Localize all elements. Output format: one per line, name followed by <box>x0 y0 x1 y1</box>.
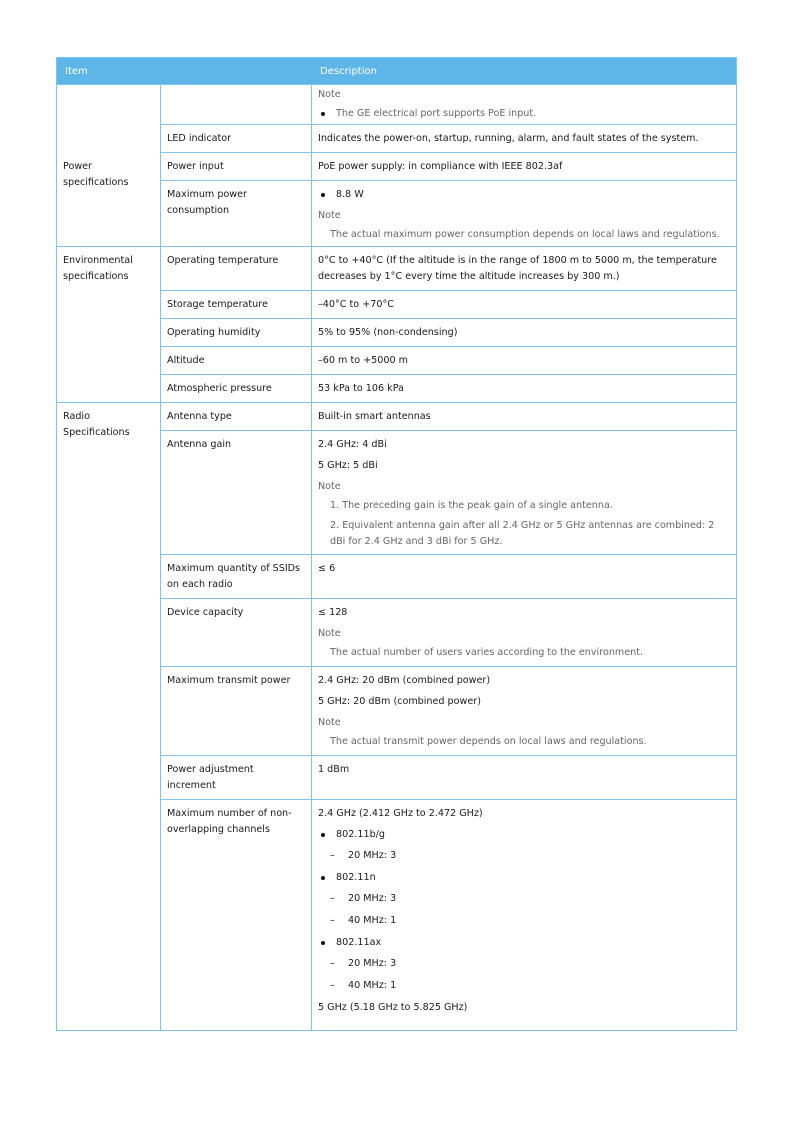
desc-altitude: –60 m to +5000 m <box>311 347 737 375</box>
group-power: Power specifications <box>56 153 160 247</box>
desc-power-adj: 1 dBm <box>311 756 737 800</box>
gain-5: 5 GHz: 5 dBi <box>318 460 378 471</box>
sub-humidity: Operating humidity <box>160 319 311 347</box>
band-5: 5 GHz (5.18 GHz to 5.825 GHz) <box>318 1002 468 1013</box>
sub-max-power: Maximum power consumption <box>160 181 311 247</box>
group-radio: Radio Specifications <box>56 403 160 1031</box>
sub-storage: Storage temperature <box>160 291 311 319</box>
note-text-1: 1. The preceding gain is the peak gain of a single antenna. <box>330 500 613 511</box>
sub-ssids: Maximum quantity of SSIDs on each radio <box>160 555 311 599</box>
desc-channels <box>311 800 737 1031</box>
note-label: Note <box>318 481 341 492</box>
mode-bullet: 802.11ax <box>318 935 730 951</box>
desc-led: Indicates the power-on, startup, running, alarm, and fault states of the system. <box>311 125 737 153</box>
sub-pressure: Atmospheric pressure <box>160 375 311 403</box>
note-text-2: 2. Equivalent antenna gain after all 2.4 GHz or 5 GHz antennas are combined: 2 dBi for 2.4 GHz and 3 dBi for 5 GHz. <box>330 520 715 547</box>
sub-power-adj: Power adjustment increment <box>160 756 311 800</box>
gain-24: 2.4 GHz: 4 dBi <box>318 439 387 450</box>
desc-ge-note <box>311 85 737 125</box>
desc-antenna-type: Built-in smart antennas <box>311 403 737 431</box>
channel-dash: – 20 MHz: 3 <box>318 956 730 972</box>
desc-storage: –40°C to +70°C <box>311 291 737 319</box>
channel-dash: – 20 MHz: 3 <box>318 891 730 907</box>
sub-altitude: Altitude <box>160 347 311 375</box>
note-text: The actual number of users varies according to the environment. <box>330 647 644 658</box>
sub-antenna-type: Antenna type <box>160 403 311 431</box>
note-label: Note <box>318 89 341 100</box>
desc-ssids: ≤ 6 <box>311 555 737 599</box>
tx-24: 2.4 GHz: 20 dBm (combined power) <box>318 675 491 686</box>
header-item: Item <box>65 66 88 77</box>
note-text: The actual transmit power depends on local laws and regulations. <box>330 736 647 747</box>
group-environmental: Environmental specifications <box>56 247 160 403</box>
note-label: Note <box>318 628 341 639</box>
sub-led: LED indicator <box>160 125 311 153</box>
header-description: Description <box>320 66 377 77</box>
note-label: Note <box>318 717 341 728</box>
desc-humidity: 5% to 95% (non-condensing) <box>311 319 737 347</box>
desc-antenna-gain <box>311 431 737 555</box>
sub-tx-power: Maximum transmit power <box>160 667 311 756</box>
group-cell-continued <box>56 85 160 153</box>
sub-cell-empty <box>160 85 311 125</box>
tx-5: 5 GHz: 20 dBm (combined power) <box>318 696 481 707</box>
mode-bullet: 802.11b/g <box>318 827 730 843</box>
desc-power-input: PoE power supply: in compliance with IEEE 802.3af <box>311 153 737 181</box>
table-header <box>56 57 737 85</box>
sub-op-temp: Operating temperature <box>160 247 311 291</box>
desc-op-temp: 0°C to +40°C (If the altitude is in the range of 1800 m to 5000 m, the temperature decreases by 1°C every time the altitude increases by 300 m.) <box>311 247 737 291</box>
value-bullet: 8.8 W <box>318 187 730 203</box>
desc-max-power <box>311 181 737 247</box>
channel-dash: – 40 MHz: 1 <box>318 913 730 929</box>
note-bullet: The GE electrical port supports PoE input. <box>318 106 730 122</box>
desc-tx-power <box>311 667 737 756</box>
desc-capacity <box>311 599 737 667</box>
sub-antenna-gain: Antenna gain <box>160 431 311 555</box>
note-label: Note <box>318 210 341 221</box>
sub-power-input: Power input <box>160 153 311 181</box>
band-24: 2.4 GHz (2.412 GHz to 2.472 GHz) <box>318 808 483 819</box>
desc-pressure: 53 kPa to 106 kPa <box>311 375 737 403</box>
note-text: The actual maximum power consumption depends on local laws and regulations. <box>330 229 720 240</box>
channel-dash: – 40 MHz: 1 <box>318 978 730 994</box>
sub-capacity: Device capacity <box>160 599 311 667</box>
mode-bullet: 802.11n <box>318 870 730 886</box>
capacity-value: ≤ 128 <box>318 607 348 618</box>
channel-dash: – 20 MHz: 3 <box>318 848 730 864</box>
sub-channels: Maximum number of non-overlapping channels <box>160 800 311 1031</box>
